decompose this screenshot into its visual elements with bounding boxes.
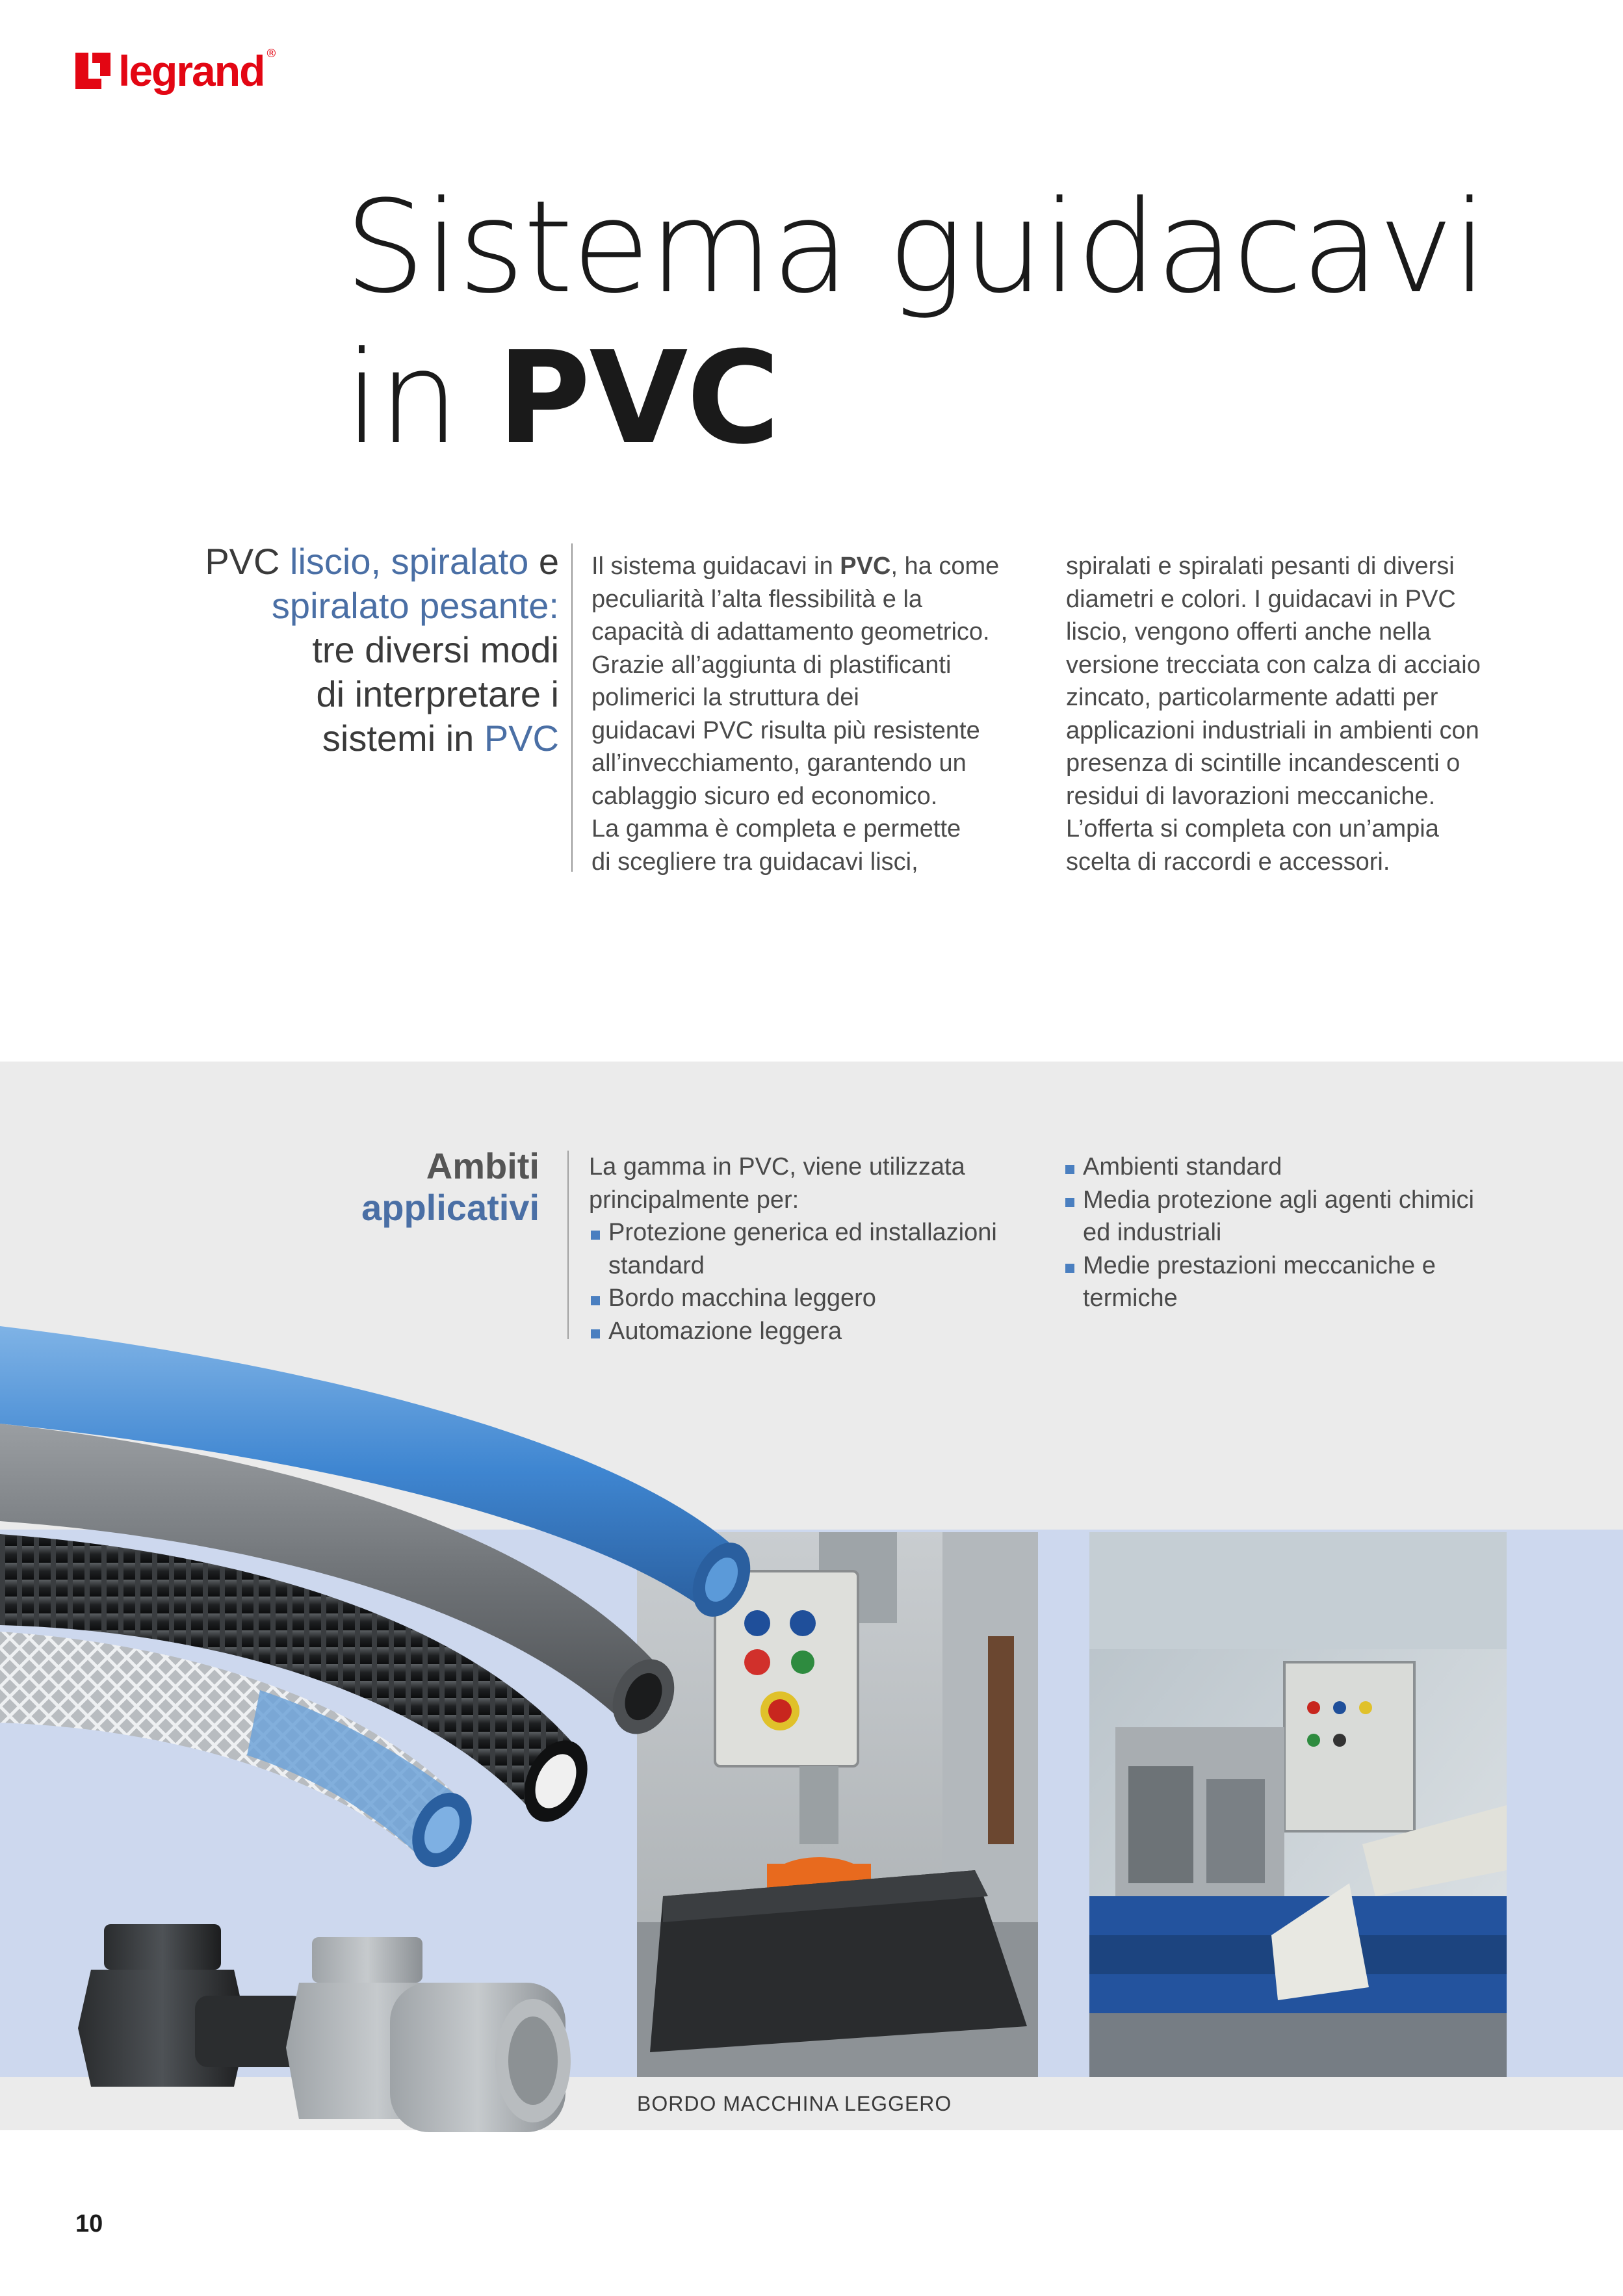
bullet-text: Ambienti standard — [1083, 1153, 1282, 1181]
bullet-text: Automazione leggera — [608, 1317, 842, 1345]
lead-part-blue: spiralato pesante: — [271, 585, 559, 626]
lead-text — [130, 540, 559, 761]
ambiti-heading-line-2: applicativi — [361, 1187, 539, 1228]
bullet-text: Protezione generica ed installazioni — [608, 1219, 997, 1246]
lead-part: sistemi in — [322, 718, 484, 759]
lead-part: e — [528, 541, 559, 582]
intro-line: spiralati e spiralati pesanti di diversi — [1066, 553, 1455, 580]
intro-line: zincato, particolarmente adatti per — [1066, 684, 1438, 711]
ambiti-intro-line: principalmente per: — [589, 1186, 799, 1214]
intro-line: capacità di adattamento geometrico. — [591, 618, 990, 646]
intro-line: versione trecciata con calza di acciaio — [1066, 651, 1481, 679]
page-title — [344, 172, 1487, 474]
fittings-image — [65, 1898, 637, 2171]
intro-line: residui di lavorazioni meccaniche. — [1066, 782, 1436, 810]
ambiti-intro-line: La gamma in PVC, viene utilizzata — [589, 1153, 965, 1181]
intro-line: polimerici la struttura dei — [591, 684, 859, 711]
intro-line: liscio, vengono offerti anche nella — [1066, 618, 1431, 646]
bullet-text: Media protezione agli agenti chimici — [1083, 1186, 1474, 1214]
bullet-text: standard — [608, 1251, 705, 1279]
bullet-item — [1063, 1151, 1518, 1184]
title-line-1: Sistema guidacavi — [344, 174, 1487, 322]
brand-name: legrand — [118, 47, 265, 95]
lead-part: tre diversi modi — [312, 629, 559, 670]
intro-column-left — [591, 550, 1033, 878]
intro-line: L’offerta si completa con un’ampia — [1066, 815, 1439, 842]
photo-caption: BORDO MACCHINA LEGGERO — [637, 2092, 952, 2115]
ambiti-heading — [325, 1145, 539, 1229]
intro-line: guidacavi PVC risulta più resistente — [591, 716, 980, 744]
lead-part-blue: PVC — [484, 718, 559, 759]
intro-line: Grazie all’aggiunta di plastificanti — [591, 651, 952, 679]
legrand-mark-icon — [75, 53, 110, 89]
intro-line: cablaggio sicuro ed economico. — [591, 782, 938, 810]
registered-mark: ® — [265, 47, 278, 60]
column-divider — [567, 1151, 569, 1339]
intro-line: scelta di raccordi e accessori. — [1066, 848, 1390, 876]
page-number: 10 — [75, 2210, 103, 2237]
lead-part-blue: liscio, spiralato — [290, 541, 529, 582]
bullet-item — [589, 1282, 1044, 1315]
bullet-item — [589, 1216, 1044, 1282]
bullet-item — [1063, 1184, 1518, 1249]
ambiti-column-right — [1063, 1151, 1518, 1315]
ambiti-column-left — [589, 1151, 1044, 1348]
intro-text: , ha come — [890, 553, 1000, 580]
intro-text-bold: PVC — [840, 553, 891, 580]
intro-column-right — [1066, 550, 1521, 878]
bullet-text: termiche — [1083, 1285, 1178, 1312]
column-divider — [571, 543, 573, 872]
ambiti-heading-line-1: Ambiti — [426, 1145, 539, 1186]
bullet-text: ed industriali — [1083, 1219, 1222, 1246]
intro-line: di scegliere tra guidacavi lisci, — [591, 848, 918, 876]
intro-line: peculiarità l’alta flessibilità e la — [591, 585, 923, 613]
intro-line: presenza di scintille incandescenti o — [1066, 750, 1461, 777]
bullet-text: Medie prestazioni meccaniche e — [1083, 1251, 1436, 1279]
title-line-2-prefix: in — [344, 324, 497, 473]
photo-industrial-machine — [1089, 1532, 1507, 2077]
bullet-item — [1063, 1249, 1518, 1315]
intro-line: applicazioni industriali in ambienti con — [1066, 716, 1479, 744]
intro-line: La gamma è completa e permette — [591, 815, 961, 842]
title-line-2-bold: PVC — [497, 324, 779, 473]
bullet-text: Bordo macchina leggero — [608, 1285, 876, 1312]
lead-part: PVC — [205, 541, 291, 582]
intro-line: all’invecchiamento, garantendo un — [591, 750, 967, 777]
legrand-logo — [75, 42, 309, 100]
intro-text: Il sistema guidacavi in — [591, 553, 840, 580]
title-line-2 — [344, 323, 1487, 474]
intro-line: diametri e colori. I guidacavi in PVC — [1066, 585, 1456, 613]
lead-part: di interpretare i — [316, 673, 559, 714]
